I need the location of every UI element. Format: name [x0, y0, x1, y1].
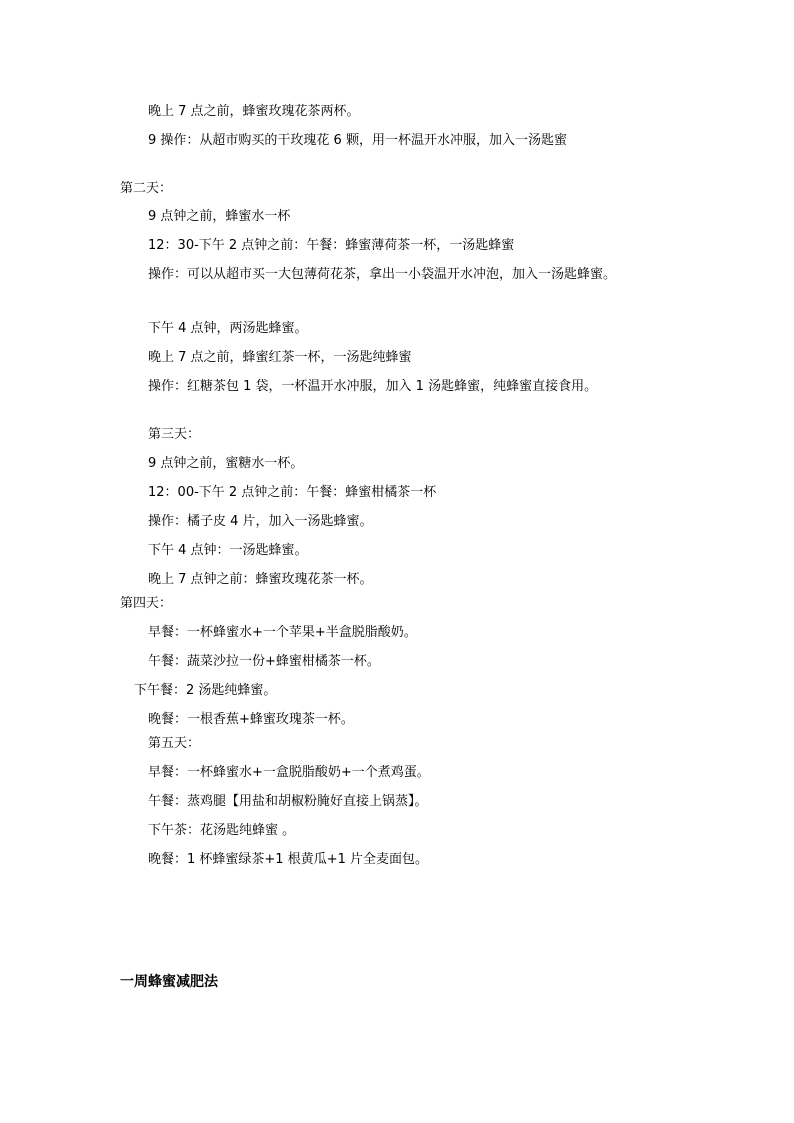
text-line: 下午 4 点钟，两汤匙蜂蜜。 [148, 321, 308, 336]
text-line: 操作：红糖茶包 1 袋，一杯温开水冲服，加入 1 汤匙蜂蜜，纯蜂蜜直接食用。 [148, 379, 598, 394]
text-line: 12：00-下午 2 点钟之前：午餐：蜂蜜柑橘茶一杯 [148, 485, 437, 500]
text-line: 下午茶：花汤匙纯蜂蜜 。 [148, 823, 296, 838]
section-heading: 一周蜂蜜减肥法 [120, 974, 218, 990]
text-line: 下午餐：2 汤匙纯蜂蜜。 [134, 683, 277, 698]
text-line: 午餐：蔬菜沙拉一份+蜂蜜柑橘茶一杯。 [148, 654, 380, 669]
text-line: 操作：橘子皮 4 片，加入一汤匙蜂蜜。 [148, 514, 373, 529]
text-line: 9 点钟之前，蜂蜜水一杯 [148, 209, 291, 224]
text-line: 9 操作：从超市购买的干玫瑰花 6 颗，用一杯温开水冲服，加入一汤匙蜜 [148, 133, 567, 148]
text-line: 早餐：一杯蜂蜜水+一盒脱脂酸奶+一个煮鸡蛋。 [148, 765, 430, 780]
text-line: 操作：可以从超市买一大包薄荷花茶，拿出一小袋温开水冲泡，加入一汤匙蜂蜜。 [148, 267, 617, 282]
text-line: 下午 4 点钟：一汤匙蜂蜜。 [148, 543, 308, 558]
text-line: 晚上 7 点钟之前：蜂蜜玫瑰花茶一杯。 [148, 572, 373, 587]
section-label-day2: 第二天： [120, 181, 173, 196]
text-line: 晚上 7 点之前，蜂蜜红茶一杯，一汤匙纯蜂蜜 [148, 350, 412, 365]
section-label-day4: 第四天： [120, 596, 173, 611]
text-line: 午餐：蒸鸡腿【用盐和胡椒粉腌好直接上锅蒸】。 [148, 794, 428, 809]
text-line: 9 点钟之前，蜜糖水一杯。 [148, 456, 304, 471]
text-line: 12：30-下午 2 点钟之前：午餐：蜂蜜薄荷茶一杯，一汤匙蜂蜜 [148, 238, 515, 253]
text-line: 晚餐：一根香蕉+蜂蜜玫瑰茶一杯。 [148, 712, 354, 727]
text-line: 晚上 7 点之前，蜂蜜玫瑰花茶两杯。 [148, 104, 360, 119]
section-label-day3: 第三天： [148, 427, 201, 442]
section-label-day5: 第五天： [148, 736, 201, 751]
text-line: 晚餐：1 杯蜂蜜绿茶+1 根黄瓜+1 片全麦面包。 [148, 852, 428, 867]
text-line: 早餐：一杯蜂蜜水+一个苹果+半盒脱脂酸奶。 [148, 625, 417, 640]
